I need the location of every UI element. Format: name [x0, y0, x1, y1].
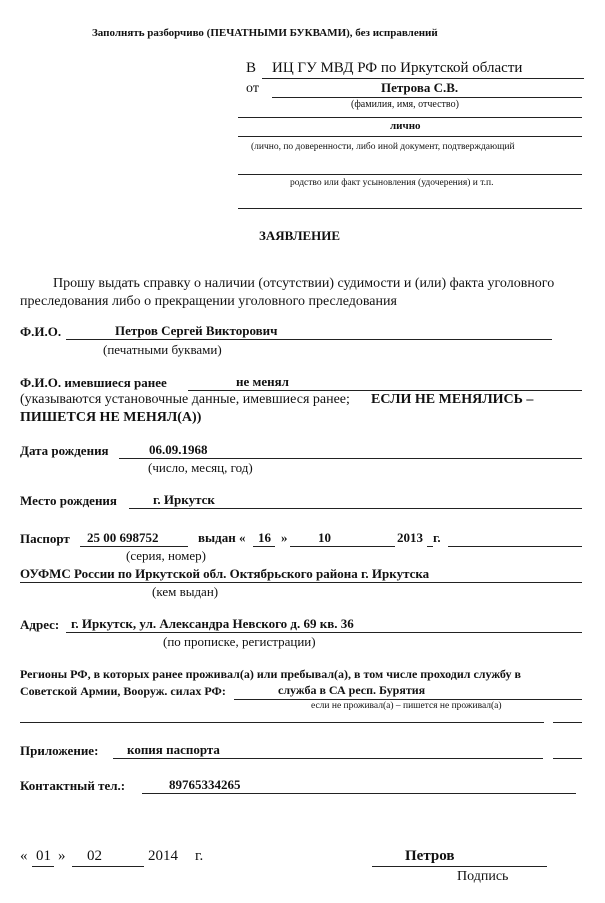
passport-number-line — [80, 546, 188, 547]
passport-label: Паспорт — [20, 531, 70, 546]
birth-date-label: Дата рождения — [20, 443, 109, 458]
passport-number[interactable]: 25 00 698752 — [87, 530, 159, 545]
fio-label: Ф.И.О. — [20, 324, 62, 339]
regions-extra-line-2 — [553, 722, 582, 723]
method-line — [238, 136, 582, 137]
address-line — [66, 632, 582, 633]
from-hint: (фамилия, имя, отчество) — [351, 99, 459, 110]
date-suffix: г. — [195, 848, 204, 864]
from-line-2 — [238, 117, 582, 118]
passport-hint: (серия, номер) — [126, 548, 206, 563]
previous-fio-hint: (указываются установочные данные, имевшиеся ранее; — [20, 392, 350, 407]
attachment-line-2 — [553, 758, 582, 759]
birth-date-line — [119, 458, 582, 459]
attachment-value[interactable]: копия паспорта — [127, 742, 220, 757]
regions-line-1: Регионы РФ, в которых ранее проживал(а) или пребывал(а), в том числе проходил службу в — [20, 667, 521, 681]
previous-fio-label: Ф.И.О. имевшиеся ранее — [20, 375, 167, 390]
phone-value[interactable]: 89765334265 — [169, 777, 241, 792]
passport-day-close: » — [281, 530, 288, 545]
passport-year-line — [427, 546, 433, 547]
birth-place-value[interactable]: г. Иркутск — [153, 492, 215, 507]
passport-day-line — [253, 546, 275, 547]
signature-value[interactable]: Петров — [405, 848, 455, 864]
date-open-quote: « — [20, 848, 28, 864]
signature-label: Подпись — [457, 869, 509, 884]
from-line — [272, 97, 582, 98]
request-line-1: Прошу выдать справку о наличии (отсутствии) судимости и (или) факта уголовного — [53, 276, 555, 291]
method-value[interactable]: лично — [390, 120, 421, 132]
fio-line — [66, 339, 552, 340]
attachment-label: Приложение: — [20, 743, 99, 758]
to-value[interactable]: ИЦ ГУ МВД РФ по Иркутской области — [272, 60, 523, 76]
to-line — [262, 78, 584, 79]
previous-fio-note-1: ЕСЛИ НЕ МЕНЯЛИСЬ – — [371, 392, 534, 407]
phone-line — [142, 793, 576, 794]
date-month-line — [72, 866, 144, 867]
previous-fio-note-2: ПИШЕТСЯ НЕ МЕНЯЛ(А)) — [20, 410, 202, 425]
passport-issuer-hint: (кем выдан) — [152, 584, 219, 599]
regions-line-2: Советской Армии, Вооруж. силах РФ: — [20, 684, 226, 698]
birth-place-label: Место рождения — [20, 493, 117, 508]
passport-issuer[interactable]: ОУФМС России по Иркутской обл. Октябрьского района г. Иркутска — [20, 566, 430, 581]
method-hint-2: родство или факт усыновления (удочерения) и т.п. — [290, 178, 494, 188]
previous-fio-line — [188, 390, 582, 391]
phone-label: Контактный тел.: — [20, 778, 126, 793]
passport-tail-line — [448, 546, 582, 547]
attachment-line — [113, 758, 543, 759]
birth-place-line — [129, 508, 582, 509]
date-day[interactable]: 01 — [36, 848, 51, 864]
date-close-quote: » — [58, 848, 66, 864]
regions-hint: если не проживал(а) – пишется не проживал(а) — [311, 701, 502, 711]
document-title: ЗАЯВЛЕНИЕ — [259, 228, 341, 243]
fio-hint: (печатными буквами) — [103, 342, 222, 357]
date-year[interactable]: 2014 — [148, 848, 178, 864]
passport-month-line — [290, 546, 395, 547]
passport-year-suffix: г. — [433, 530, 441, 545]
to-prefix: В — [246, 60, 257, 76]
date-month[interactable]: 02 — [87, 848, 102, 864]
address-value[interactable]: г. Иркутск, ул. Александра Невского д. 69 кв. 36 — [71, 616, 354, 631]
address-label: Адрес: — [20, 617, 60, 632]
method-line-2 — [238, 174, 582, 175]
from-value[interactable]: Петрова С.В. — [381, 80, 459, 95]
passport-year[interactable]: 2013 — [397, 530, 423, 545]
date-day-line — [32, 866, 54, 867]
passport-issued-label: выдан « — [198, 530, 246, 545]
signature-line — [372, 866, 547, 867]
birth-date-value[interactable]: 06.09.1968 — [149, 442, 208, 457]
from-prefix: от — [246, 81, 259, 96]
regions-extra-line — [20, 722, 544, 723]
method-hint-1: (лично, по доверенности, либо иной документ, подтверждающий — [251, 142, 515, 152]
header-note: Заполнять разборчиво (ПЕЧАТНЫМИ БУКВАМИ), без исправлений — [92, 27, 438, 39]
regions-value-line — [234, 699, 582, 700]
address-hint: (по прописке, регистрации) — [163, 634, 316, 649]
fio-value[interactable]: Петров Сергей Викторович — [115, 323, 278, 338]
method-line-3 — [238, 208, 582, 209]
previous-fio-value[interactable]: не менял — [236, 374, 289, 389]
passport-day[interactable]: 16 — [258, 530, 271, 545]
birth-date-hint: (число, месяц, год) — [148, 460, 253, 475]
passport-month[interactable]: 10 — [318, 530, 331, 545]
passport-issuer-line — [20, 582, 582, 583]
request-line-2: преследования либо о прекращении уголовного преследования — [20, 294, 397, 309]
regions-value[interactable]: служба в СА респ. Бурятия — [278, 683, 426, 697]
